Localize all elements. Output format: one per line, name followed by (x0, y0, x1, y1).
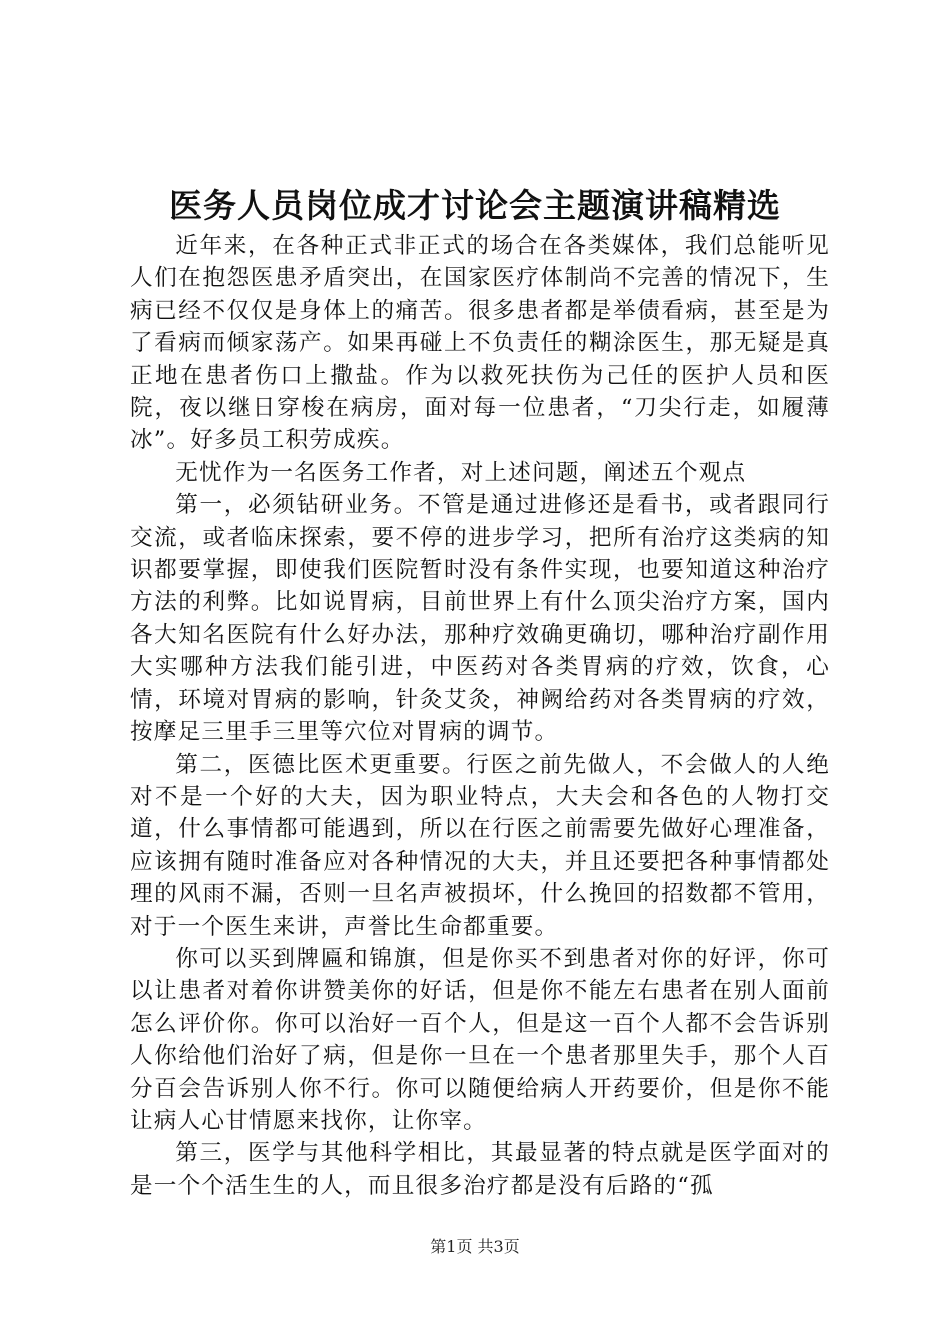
paragraph-4: 第二，医德比医术更重要。行医之前先做人，不会做人的人绝对不是一个好的大夫，因为职业特点，大夫会和各色的人物打交道，什么事情都可能遇到，所以在行医之前需要先做好心理准备，应该拥有随时准备应对各种情况的大夫，并且还要把各种事情都处理的风雨不漏，否则一旦名声被损坏，什么挽回的招数都不管用，对于一个医生来讲，声誉比生命都重要。 (130, 751, 830, 940)
document-body (130, 230, 830, 1202)
paragraph-1: 近年来，在各种正式非正式的场合在各类媒体，我们总能听见人们在抱怨医患矛盾突出，在国家医疗体制尚不完善的情况下，生病已经不仅仅是身体上的痛苦。很多患者都是举债看病，甚至是为了看病而倾家荡产。如果再碰上不负责任的糊涂医生，那无疑是真正地在患者伤口上撒盐。作为以救死扶伤为己任的医护人员和医院，夜以继日穿梭在病房，面对每一位患者，“刀尖行走，如履薄冰”。好多员工积劳成疾。 (130, 233, 830, 454)
paragraph-6: 第三，医学与其他科学相比，其最显著的特点就是医学面对的是一个个活生生的人，而且很多治疗都是没有后路的“孤 (130, 1140, 830, 1199)
page-footer: 第1页 共3页 (430, 1237, 520, 1256)
paragraph-2: 无忧作为一名医务工作者，对上述问题，阐述五个观点 (175, 459, 747, 486)
paragraph-3: 第一，必须钻研业务。不管是通过进修还是看书，或者跟同行交流，或者临床探索，要不停的进步学习，把所有治疗这类病的知识都要掌握，即使我们医院暂时没有条件实现，也要知道这种治疗方法的利弊。比如说胃病，目前世界上有什么顶尖治疗方案，国内各大知名医院有什么好办法，那种疗效确更确切，哪种治疗副作用大实哪种方法我们能引进，中医药对各类胃病的疗效，饮食，心情，环境对胃病的影响，针灸艾灸，神阙给药对各类胃病的疗效，按摩足三里手三里等穴位对胃病的调节。 (130, 492, 830, 746)
document-title: 医务人员岗位成才讨论会主题演讲稿精选 (169, 186, 781, 225)
paragraph-5: 你可以买到牌匾和锦旗，但是你买不到患者对你的好评，你可以让患者对着你讲赞美你的好话，但是你不能左右患者在别人面前怎么评价你。你可以治好一百个人，但是这一百个人都不会告诉别人你给他们治好了病，但是你一旦在一个患者那里失手，那个人百分百会告诉别人你不行。你可以随便给病人开药要价，但是你不能让病人心甘情愿来找你，让你宰。 (130, 945, 830, 1134)
